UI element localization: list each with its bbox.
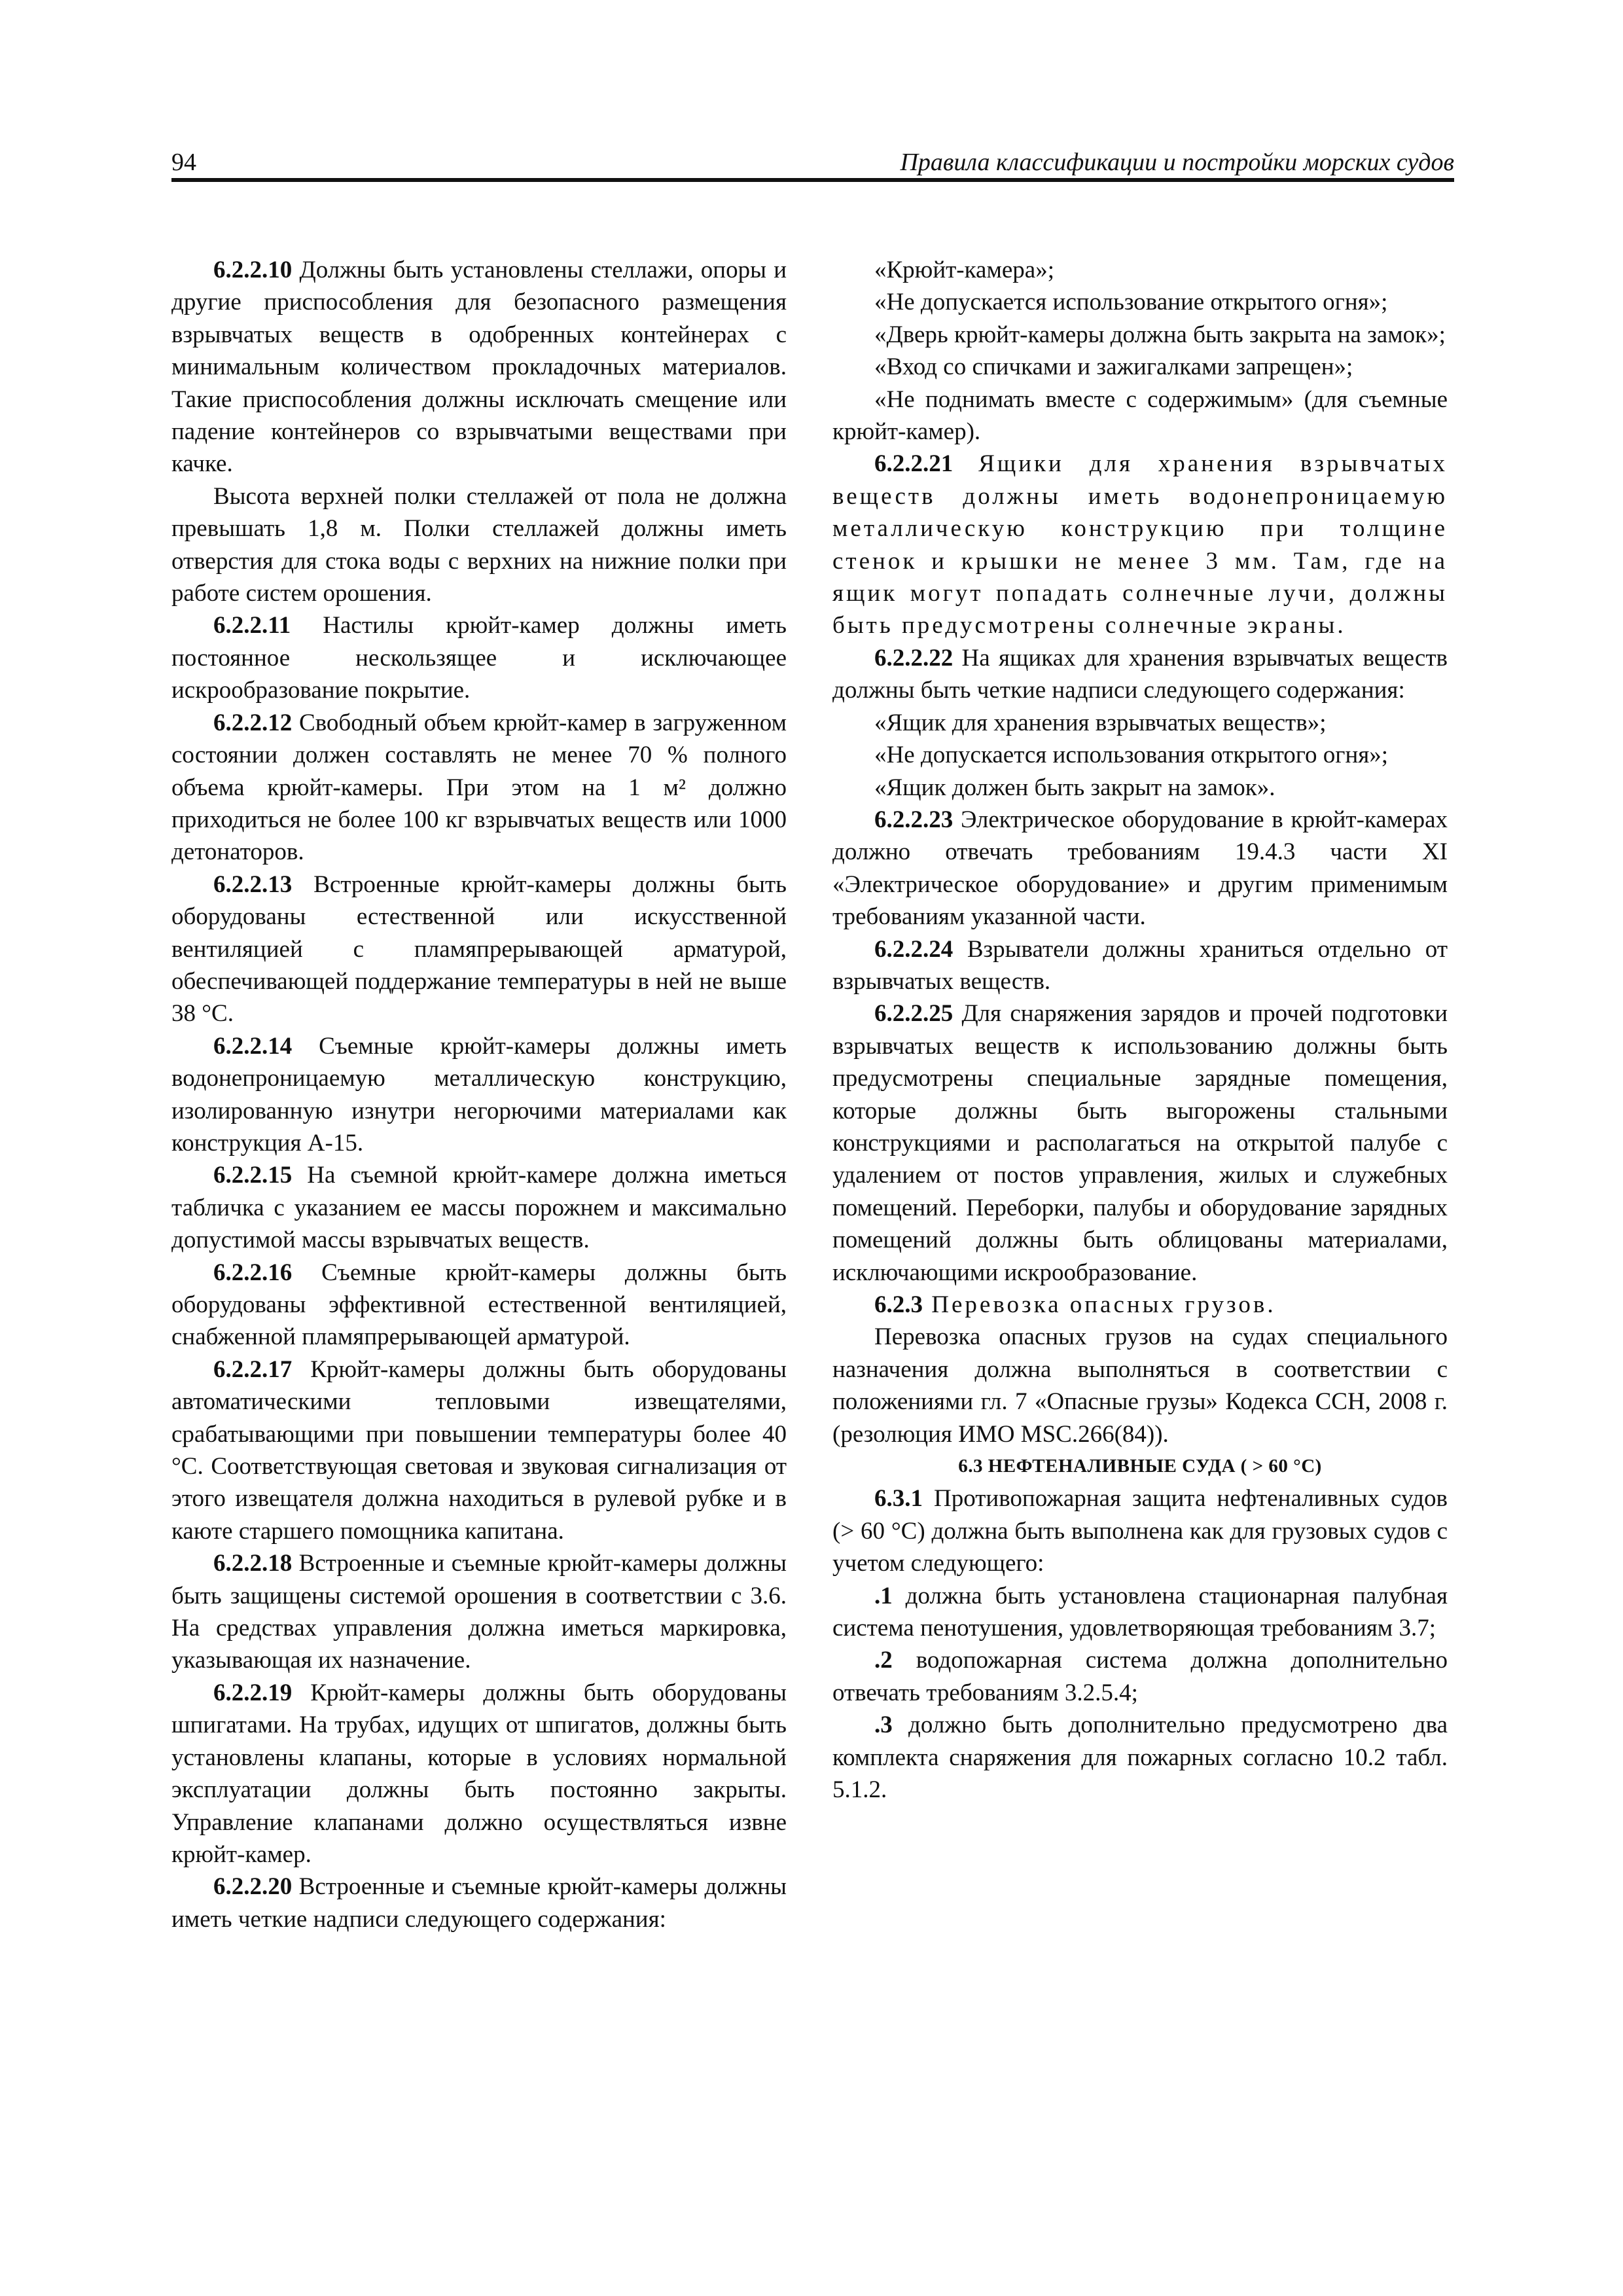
left-column [171,254,787,1935]
paragraph: 6.2.2.10 Должны быть установлены стеллажи, опоры и другие приспособления для безопасного размещения взрывчатых веществ в одобренных контейнерах с минимальным количеством прокладочных материалов. Такие приспособления должны исключать смещение или падение контейнеров со взрывчатыми веществами при качке. [171,257,787,478]
paragraph: «Крюйт-камера»; [874,257,1054,283]
running-title: Правила классификации и постройки морских судов [900,149,1454,176]
paragraph: «Дверь крюйт-камеры должна быть закрыта на замок»; [874,321,1446,348]
paragraph: 6.2.2.17 Крюйт-камеры должны быть оборудованы автоматическими тепловыми извещателями, срабатывающими при повышении температуры более 40 °C. Соответствующая световая и звуковая сигнализация от этого извещателя должна находиться в рулевой рубке и в каюте старшего помощника капитана. [171,1355,787,1545]
paragraph: 6.2.2.15 На съемной крюйт-камере должна иметься табличка с указанием ее массы порожнем и максимально допустимой массы взрывчатых веществ. [171,1162,787,1254]
right-column [832,254,1448,1806]
page-number: 94 [171,149,196,176]
list-item: .2 водопожарная система должна дополнительно отвечать требованиям 3.2.5.4; [832,1647,1448,1706]
paragraph: 6.2.2.20 Встроенные и съемные крюйт-камеры должны иметь четкие надписи следующего содержания: [171,1873,787,1933]
paragraph: 6.2.2.18 Встроенные и съемные крюйт-камеры должны быть защищены системой орошения в соответствии с 3.6. На средствах управления должна иметься маркировка, указывающая их назначение. [171,1550,787,1674]
header-rule [171,178,1454,182]
paragraph: 6.2.3 Перевозка опасных грузов. [874,1291,1276,1318]
paragraph: «Не поднимать вместе с содержимым» (для съемные крюйт-камер). [832,386,1448,446]
paragraph: «Не допускается использования открытого огня»; [874,742,1389,769]
paragraph: 6.2.2.11 Настилы крюйт-камер должны иметь постоянное нескользящее и исключающее искрообразование покрытие. [171,612,787,704]
paragraph: Перевозка опасных грузов на судах специального назначения должна выполняться в соответствии с положениями гл. 7 «Опасные грузы» Кодекса ССН, 2008 г. (резолюция ИМО MSC.266(84)). [832,1323,1448,1448]
paragraph: 6.3.1 Противопожарная защита нефтеналивных судов (> 60 °C) должна быть выполнена как для грузовых судов с учетом следующего: [832,1485,1448,1577]
page-header [171,145,1454,182]
paragraph: 6.2.2.23 Электрическое оборудование в крюйт-камерах должно отвечать требованиям 19.4.3 части XI «Электрическое оборудование» и другим применимым требованиям указанной части. [832,806,1448,931]
paragraph: 6.2.2.24 Взрыватели должны храниться отдельно от взрывчатых веществ. [832,935,1448,995]
list-item: .1 должна быть установлена стационарная палубная система пенотушения, удовлетворяющая требованиям 3.7; [832,1582,1448,1642]
paragraph: 6.2.2.14 Съемные крюйт-камеры должны иметь водонепроницаемую металлическую конструкцию, изолированную изнутри негорючими материалами как конструкция A-15. [171,1032,787,1157]
paragraph: Высота верхней полки стеллажей от пола не должна превышать 1,8 м. Полки стеллажей должны иметь отверстия для стока воды с верхних на нижние полки при работе систем орошения. [171,482,787,607]
paragraph: 6.2.2.16 Съемные крюйт-камеры должны быть оборудованы эффективной естественной вентиляцией, снабженной пламяпрерывающей арматурой. [171,1259,787,1351]
section-title: 6.3 НЕФТЕНАЛИВНЫЕ СУДА ( > 60 °C) [958,1456,1322,1477]
paragraph: 6.2.2.12 Свободный объем крюйт-камер в загруженном состоянии должен составлять не менее 70 % полного объема крюйт-камеры. При этом на 1 м² должно приходиться не более 100 кг взрывчатых веществ или 1000 детонаторов. [171,709,787,866]
paragraph: «Ящик должен быть закрыт на замок». [874,774,1275,801]
paragraph: 6.2.2.25 Для снаряжения зарядов и прочей подготовки взрывчатых веществ к использованию должны быть предусмотрены специальные зарядные помещения, которые должны быть выгорожены стальными конструкциями и располагаться на открытой палубе с удалением от постов управления, жилых и служебных помещений. Переборки, палубы и оборудование зарядных помещений должны быть облицованы материалами, исключающими искрообразование. [832,1000,1448,1286]
paragraph: 6.2.2.21 Ящики для хранения взрывчатых веществ должны иметь водонепроницаемую металлическую конструкцию при толщине стенок и крышки не менее 3 мм. Там, где на ящик могут попадать солнечные лучи, должны быть предусмотрены солнечные экраны. [832,450,1448,639]
paragraph: 6.2.2.13 Встроенные крюйт-камеры должны быть оборудованы естественной или искусственной вентиляцией с пламяпрерывающей арматурой, обеспечивающей поддержание температуры в ней не выше 38 °C. [171,870,787,1028]
paragraph: «Не допускается использование открытого огня»; [874,289,1388,316]
list-item: .3 должно быть дополнительно предусмотрено два комплекта снаряжения для пожарных согласно 10.2 табл. 5.1.2. [832,1712,1448,1804]
paragraph: «Вход со спичками и зажигалками запрещен»; [874,353,1353,381]
paragraph: 6.2.2.22 На ящиках для хранения взрывчатых веществ должны быть четкие надписи следующего содержания: [832,644,1448,704]
paragraph: 6.2.2.19 Крюйт-камеры должны быть оборудованы шпигатами. На трубах, идущих от шпигатов, должны быть установлены клапаны, которые в условиях нормальной эксплуатации должны быть постоянно закрыты. Управление клапанами должно осуществляться извне крюйт-камер. [171,1679,787,1868]
paragraph: «Ящик для хранения взрывчатых веществ»; [874,709,1327,736]
